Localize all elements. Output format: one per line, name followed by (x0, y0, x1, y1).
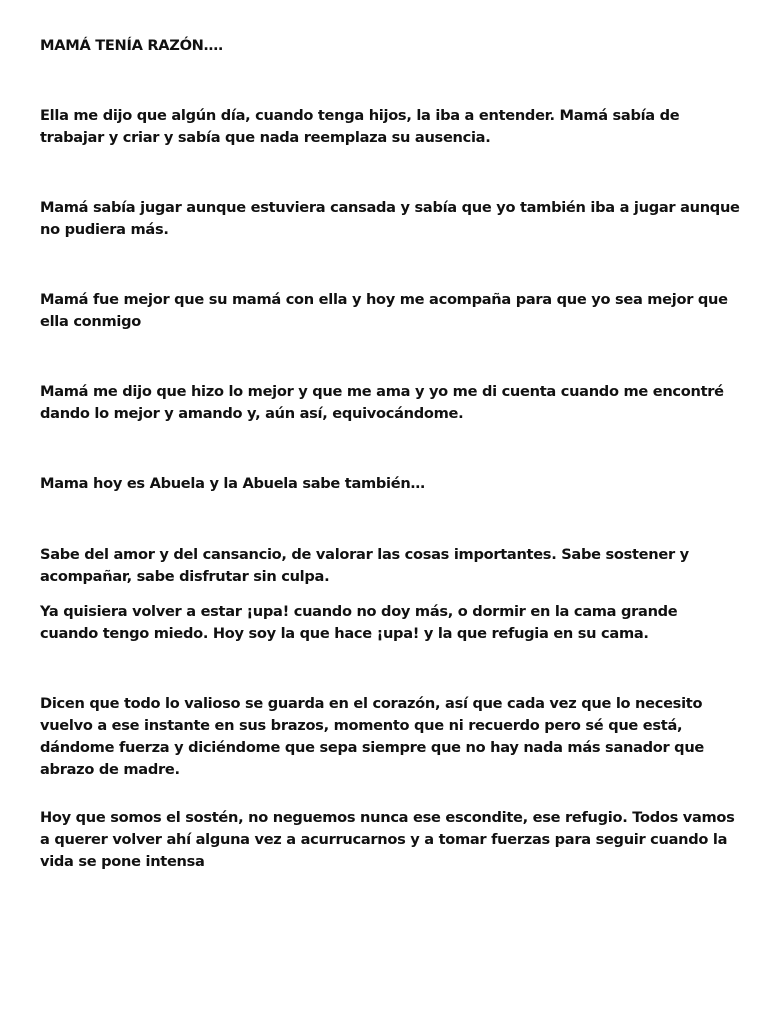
document-title: MAMÁ TENÍA RAZÓN…. (40, 37, 224, 54)
paragraph-1: Ella me dijo que algún día, cuando tenga hijos, la iba a entender. Mamá sabía de trabajar y criar y sabía que nada reemplaza su ausencia. (40, 107, 680, 146)
paragraph-6: Sabe del amor y del cansancio, de valorar las cosas importantes. Sabe sostener y acompañar, sabe disfrutar sin culpa. (40, 546, 689, 585)
paragraph-4: Mamá me dijo que hizo lo mejor y que me ama y yo me di cuenta cuando me encontré dando lo mejor y amando y, aún así, equivocándome. (40, 383, 724, 422)
paragraph-5: Mama hoy es Abuela y la Abuela sabe también… (40, 475, 425, 492)
paragraph-8: Dicen que todo lo valioso se guarda en el corazón, así que cada vez que lo necesito vuelvo a ese instante en sus brazos, momento que ni recuerdo pero sé que está, dándome fuerza y diciéndome que sepa siempre que no hay nada más sanador que abrazo de madre. (40, 695, 705, 778)
paragraph-9: Hoy que somos el sostén, no neguemos nunca ese escondite, ese refugio. Todos vamos a querer volver ahí alguna vez a acurrucarnos y a tomar fuerzas para seguir cuando la vida se pone intensa (40, 809, 735, 870)
paragraph-3: Mamá fue mejor que su mamá con ella y hoy me acompaña para que yo sea mejor que ella conmigo (40, 291, 728, 330)
paragraph-7: Ya quisiera volver a estar ¡upa! cuando no doy más, o dormir en la cama grande cuando tengo miedo. Hoy soy la que hace ¡upa! y la que refugia en su cama. (40, 603, 678, 642)
paragraph-2: Mamá sabía jugar aunque estuviera cansada y sabía que yo también iba a jugar aunque no pudiera más. (40, 199, 740, 238)
